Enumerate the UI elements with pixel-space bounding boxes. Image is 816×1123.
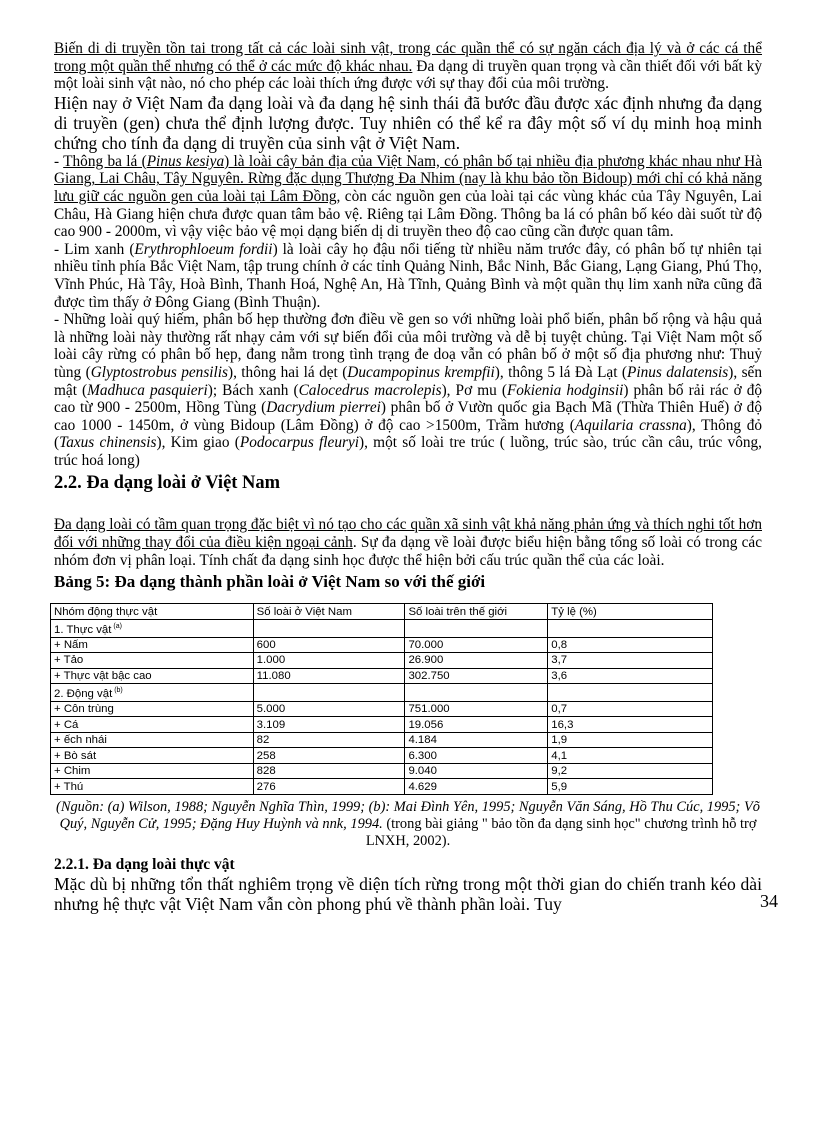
table-row	[51, 684, 713, 702]
row-label-cell: + Nấm	[51, 637, 254, 653]
value-cell	[548, 619, 713, 637]
row-label-cell: 1. Thực vật $^{(a)}$	[51, 619, 254, 637]
value-cell: 5.000	[253, 701, 405, 717]
table-header-row	[51, 604, 713, 620]
table-row	[51, 668, 713, 684]
table-row	[51, 653, 713, 669]
value-cell: 4.184	[405, 732, 548, 748]
value-cell: 5,9	[548, 779, 713, 795]
value-cell: 26.900	[405, 653, 548, 669]
table-row	[51, 748, 713, 764]
species-table	[50, 603, 713, 795]
value-cell: 19.056	[405, 717, 548, 733]
value-cell: 0,7	[548, 701, 713, 717]
value-cell: 1,9	[548, 732, 713, 748]
value-cell: 1.000	[253, 653, 405, 669]
row-label-cell: + Bò sát	[51, 748, 254, 764]
value-cell: 3,7	[548, 653, 713, 669]
value-cell: 9.040	[405, 763, 548, 779]
row-label-cell: + ếch nhái	[51, 732, 254, 748]
paragraph-plant-diversity: Mặc dù bị những tổn thất nghiêm trọng về diện tích rừng trong một thời gian do chiến tranh kéo dài nhưng hệ thực vật Việt Nam vẫn còn phong phú về thành phần loài. Tuy	[54, 873, 762, 914]
row-label-cell: + Cá	[51, 717, 254, 733]
value-cell	[548, 684, 713, 702]
bullet-pinus-kesiya: - Thông ba lá (Pinus kesiya) là loài cây bản địa của Việt Nam, có phân bố tại nhiều địa phương khác nhau như Hà Giang, Lai Châu, Tây Nguyên. Rừng đặc dụng Thượng Đa Nhim (nay là khu bảo tồn Bidoup) mới chỉ có khả năng lưu giữ các nguồn gen của loài tại Lâm Đồng, còn các nguồn gen của loài tại các vùng khác của Tây Nguyên, Lai Châu, Hà Giang hiện chưa được quan tâm bảo vệ. Riêng tại Lâm Đồng. Thông ba lá có phân bố kéo dài suốt từ độ cao 900 - 2000m, vì vậy việc bảo vệ mọi dạng biến dị di truyền theo độ cao cũng cần được quan tâm.	[54, 152, 762, 241]
value-cell: 3,6	[548, 668, 713, 684]
value-cell: Số loài ở Việt Nam	[253, 604, 405, 620]
paragraph-genetic-variation: Biến di di truyền tồn tai trong tất cả các loài sinh vật, trong các quần thể có sự ngăn cách địa lý và ở các cá thể trong một quần thể nhưng có thể ở các mức độ khác nhau. Đa dạng di truyền quan trọng và cần thiết đối với bất kỳ một loài sinh vật nào, nó cho phép các loài thích ứng được với sự thay đổi của môi trường.	[54, 40, 762, 93]
table-row	[51, 717, 713, 733]
row-label-cell: 2. Động vật $^{(b)}$	[51, 684, 254, 702]
value-cell: 600	[253, 637, 405, 653]
value-cell	[253, 684, 405, 702]
page-number: 34	[760, 890, 778, 911]
table-row	[51, 637, 713, 653]
row-label-cell: + Thú	[51, 779, 254, 795]
value-cell: 11.080	[253, 668, 405, 684]
paragraph-species-diversity: Đa dạng loài có tầm quan trọng đặc biệt vì nó tạo cho các quần xã sinh vật khả năng phản ứng và thích nghi tốt hơn đối với những thay đổi của điều kiện ngoại cảnh. Sự đa dạng về loài được biểu hiện bằng tổng số loài có trong các nhóm đơn vị phân loại. Tính chất đa dạng sinh học được thể hiện bởi cấu trúc quần thể của các loài.	[54, 516, 762, 569]
table-title: Bảng 5: Đa dạng thành phần loài ở Việt Nam so với thế giới	[54, 572, 486, 592]
table-row	[51, 779, 713, 795]
value-cell: 4.629	[405, 779, 548, 795]
table-row	[51, 701, 713, 717]
value-cell: 0,8	[548, 637, 713, 653]
table-source: (Nguồn: (a) Wilson, 1988; Nguyễn Nghĩa Thìn, 1999; (b): Mai Đình Yên, 1995; Nguyễn Văn Sáng, Hồ Thu Cúc, 1995; Võ Quý, Nguyễn Cử, 1995; Đặng Huy Huỳnh và nnk, 1994. (trong bài giảng " bảo tồn đa dạng sinh học" chương trình hỗ trợ LNXH, 2002).	[56, 798, 760, 850]
value-cell: 16,3	[548, 717, 713, 733]
value-cell	[405, 619, 548, 637]
underlined-text: Đa dạng loài có tầm quan trọng đặc biệt vì nó tạo cho các quần xã sinh vật khả năng phản ứng và thích nghi tốt hơn đối với những thay đổi của điều kiện ngoại cảnh	[54, 516, 762, 552]
value-cell	[253, 619, 405, 637]
bullet-lim-xanh: - Lim xanh (Erythrophloeum fordii) là loài cây họ đậu nổi tiếng từ nhiều năm trước đây, có phân bố tự nhiên tại nhiều tỉnh phía Bắc Việt Nam, tập trung chính ở các tỉnh Quảng Ninh, Bắc Ninh, Bắc Giang, Lạng Giang, Phú Thọ, Vĩnh Phúc, Hà Tây, Hoà Bình, Thanh Hoá, Nghệ An, Hà Tĩnh, Quảng Bình và một quần thụ lim xanh nữa cũng đã được tìm thấy ở Đông Giang (Bình Thuận).	[54, 240, 762, 311]
row-label-cell: + Chim	[51, 763, 254, 779]
value-cell: 4,1	[548, 748, 713, 764]
table-row	[51, 732, 713, 748]
value-cell: 9,2	[548, 763, 713, 779]
value-cell: 302.750	[405, 668, 548, 684]
value-cell: Số loài trên thế giới	[405, 604, 548, 620]
value-cell: 3.109	[253, 717, 405, 733]
row-label-cell: + Côn trùng	[51, 701, 254, 717]
section-heading-2-2-1: 2.2.1. Đa dạng loài thực vật	[54, 855, 235, 873]
value-cell: 6.300	[405, 748, 548, 764]
value-cell: 828	[253, 763, 405, 779]
table-row	[51, 619, 713, 637]
value-cell: 82	[253, 732, 405, 748]
value-cell: 258	[253, 748, 405, 764]
value-cell: 70.000	[405, 637, 548, 653]
section-heading-2-2: 2.2. Đa dạng loài ở Việt Nam	[54, 473, 281, 494]
value-cell: 751.000	[405, 701, 548, 717]
value-cell: 276	[253, 779, 405, 795]
bullet-rare-species: - Những loài quý hiếm, phân bố hẹp thường đơn điều về gen so với những loài phổ biến, phân bố rộng và hậu quả là những loài này thường rất nhạy cảm với sự biến đổi của môi trường và dễ bị tuyệt chủng. Tại Việt Nam một số loài cây rừng có phân bố hẹp, đang nằm trong tình trạng đe doạ vẫn có phân bố ở một số địa phương như: Thuỷ tùng (Glyptostrobus pensilis), thông hai lá dẹt (Ducampopinus krempfii), thông 5 lá Đà Lạt (Pinus dalatensis), sến mật (Madhuca pasquieri); Bách xanh (Calocedrus macrolepis), Pơ mu (Fokienia hodginsii) phân bố rải rác ở độ cao từ 900 - 2500m, Hồng Tùng (Dacrydium pierrei) phân bố ở Vườn quốc gia Bạch Mã (Thừa Thiên Huế) ở độ cao 1000 - 1450m, ở vùng Bidoup (Lâm Đồng) ở độ cao >1500m, Trầm hương (Aquilaria crassna), Thông đỏ (Taxus chinensis), Kim giao (Podocarpus fleuryi), một số loài tre trúc ( luồng, trúc sào, trúc cần câu, trúc vông, trúc hoá long)	[54, 311, 763, 469]
value-cell	[405, 684, 548, 702]
underlined-text: Biến di di truyền tồn tai trong tất cả các loài sinh vật, trong các quần thể có sự ngăn cách địa lý và ở các cá thể trong một quần thể nhưng có thể ở các mức độ khác nhau.	[54, 40, 762, 75]
document-page	[54, 40, 778, 914]
value-cell: Tỷ lệ (%)	[548, 604, 713, 620]
row-label-cell: + Thực vật bậc cao	[51, 668, 254, 684]
row-label-cell: + Tảo	[51, 653, 254, 669]
row-label-cell: Nhóm động thực vật	[51, 604, 254, 620]
table-row	[51, 763, 713, 779]
paragraph-vietnam-diversity: Hiện nay ở Việt Nam đa dạng loài và đa dạng hệ sinh thái đã bước đầu được xác định nhưng đa dạng di truyền (gen) chưa thể định lượng được. Tuy nhiên có thể kể ra đây một số ví dụ minh hoạ minh chứng cho tính đa dạng di truyền của sinh vật ở Việt Nam.	[54, 92, 762, 153]
